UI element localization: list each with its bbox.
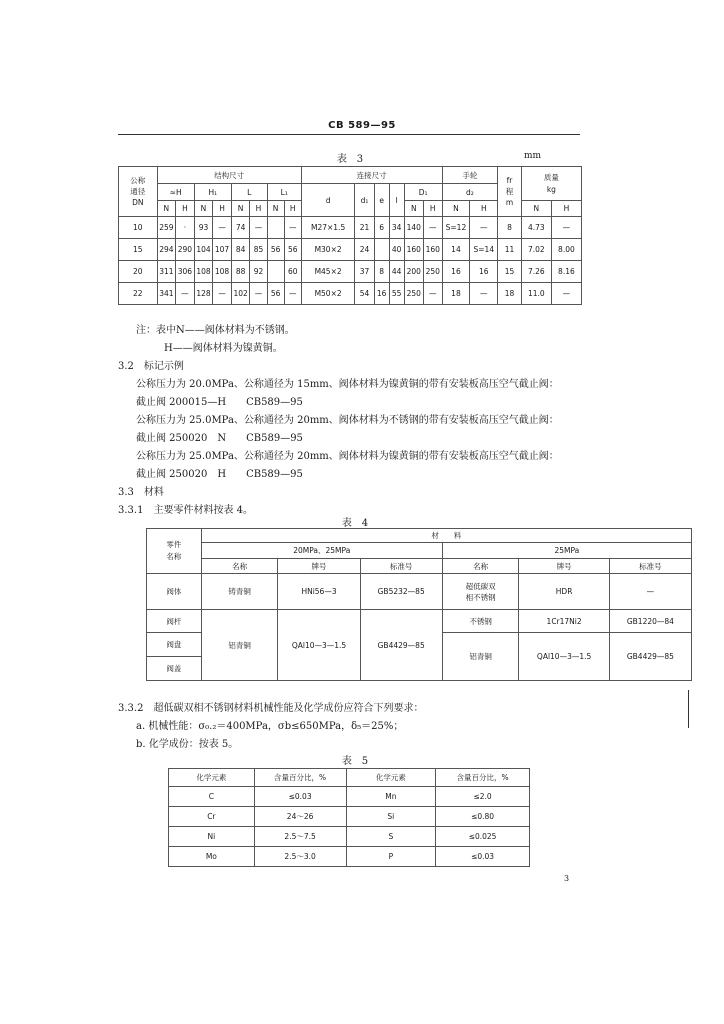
table-cell: ≤0.025 <box>436 827 530 847</box>
col-name: 名称 <box>201 559 278 574</box>
body-grade: HNi56—3 <box>278 574 360 610</box>
example-line: 公称压力为 20.0MPa、公称通径为 15mm、阀体材料为镍黄铜的带有安装板高压空气截止阀： <box>136 379 559 390</box>
note-line-1: 注：表中N——阀体材料为不锈钢。 <box>136 325 295 336</box>
table-row <box>119 239 582 261</box>
table-cell: — <box>213 217 232 239</box>
pressure-1: 20MPa、25MPa <box>201 543 442 559</box>
table-cell: 108 <box>213 261 232 283</box>
fr-label: fr <box>506 176 513 185</box>
table-cell: — <box>213 283 232 305</box>
margin-mark <box>688 690 689 728</box>
example-line: 截止阀 200015—H CB589—95 <box>136 397 303 408</box>
table-cell: 16 <box>442 261 470 283</box>
table-cell: 4.73 <box>521 217 551 239</box>
section-3-2-title: 3.2 标记示例 <box>118 361 184 372</box>
table-cell: 2.5～7.5 <box>254 827 346 847</box>
table-cell: 7.02 <box>521 239 551 261</box>
sub-H: H <box>470 201 498 217</box>
table-cell: 11 <box>498 239 522 261</box>
table-cell: 44 <box>389 261 404 283</box>
table-cell: 8.00 <box>551 239 581 261</box>
example-line: 截止阀 250020 N CB589—95 <box>136 433 303 444</box>
sub-H: H <box>213 201 232 217</box>
table-cell: 34 <box>389 217 404 239</box>
fr-label-2: 程 <box>505 187 514 196</box>
sub-H: H <box>423 201 442 217</box>
t5-col-percent: 含量百分比，% <box>436 769 530 787</box>
part-disc: 阀盘 <box>147 633 202 657</box>
table-row <box>169 807 530 827</box>
table-cell: 18 <box>498 283 522 305</box>
part-cover: 阀盖 <box>147 657 202 681</box>
al-bronze-grade: QAl10—3—1.5 <box>278 610 360 681</box>
body-std: GB5232—85 <box>360 574 442 610</box>
table-cell: 259 <box>157 217 176 239</box>
t5-col-element: 化学元素 <box>169 769 255 787</box>
al-bronze-name-2: 铝青铜 <box>442 633 519 681</box>
stainless-name: 不锈钢 <box>442 610 519 633</box>
pressure-2: 25MPa <box>442 543 691 559</box>
table-cell: 21 <box>355 217 374 239</box>
table-cell: — <box>176 283 195 305</box>
table-row <box>119 217 582 239</box>
table-cell: — <box>470 283 498 305</box>
table-cell: · <box>176 217 195 239</box>
table-cell: — <box>551 283 581 305</box>
duplex-name-1: 超低碳双 <box>465 581 496 591</box>
col-d: d <box>301 184 355 217</box>
col-std: 标准号 <box>360 559 442 574</box>
table-cell: 40 <box>389 239 404 261</box>
col-grade: 牌号 <box>519 559 609 574</box>
table-cell: 6 <box>374 217 389 239</box>
table-cell: 37 <box>355 261 374 283</box>
duplex-grade: HDR <box>519 574 609 610</box>
table-cell: C <box>169 787 255 807</box>
table-cell: 250 <box>404 283 423 305</box>
sub-N: N <box>194 201 213 217</box>
table-cell: Cr <box>169 807 255 827</box>
sub-H: H <box>551 201 581 217</box>
al-bronze-name: 铝青铜 <box>201 610 278 681</box>
al-bronze-std: GB4429—85 <box>360 610 442 681</box>
table3 <box>118 166 582 305</box>
table3-unit: mm <box>524 151 542 161</box>
chemical-props: b. 化学成份：按表 5。 <box>136 739 239 750</box>
table-cell: S=14 <box>470 239 498 261</box>
col-l: l <box>389 184 404 217</box>
table-cell: 140 <box>404 217 423 239</box>
table5-caption: 表 5 <box>341 756 369 767</box>
part-body: 阀体 <box>147 574 202 610</box>
dn-label-2: 通径 <box>130 187 146 196</box>
al-bronze-std-2: GB4429—85 <box>609 633 691 681</box>
col-d1: d₁ <box>355 184 374 217</box>
table-cell: 56 <box>267 239 284 261</box>
table-cell: 92 <box>250 261 267 283</box>
table-cell: — <box>423 283 442 305</box>
table-cell: 16 <box>374 283 389 305</box>
table-row <box>169 787 530 807</box>
table-cell: — <box>470 217 498 239</box>
table-cell: — <box>284 283 301 305</box>
header-rule <box>118 134 580 135</box>
table-row <box>119 261 582 283</box>
table4-caption: 表 4 <box>341 518 369 529</box>
table-cell: 200 <box>404 261 423 283</box>
conn-header: 连接尺寸 <box>301 167 442 184</box>
col-L1: L₁ <box>267 184 301 201</box>
table-cell: 294 <box>157 239 176 261</box>
table-cell: 85 <box>250 239 267 261</box>
example-line: 公称压力为 25.0MPa、公称通径为 20mm、阀体材料为镍黄铜的带有安装板高压空气截止阀： <box>136 451 559 462</box>
table-cell: Ni <box>169 827 255 847</box>
table-cell: 20 <box>119 261 158 283</box>
table-cell <box>267 217 284 239</box>
table-cell: S=12 <box>442 217 470 239</box>
table-cell: S <box>346 827 436 847</box>
table-cell: 54 <box>355 283 374 305</box>
table-cell: 15 <box>119 239 158 261</box>
table-cell: 341 <box>157 283 176 305</box>
col-grade: 牌号 <box>278 559 360 574</box>
sub-N: N <box>442 201 470 217</box>
table-cell: M45×2 <box>301 261 355 283</box>
col-name: 名称 <box>442 559 519 574</box>
table5 <box>168 768 530 867</box>
table-cell: — <box>423 217 442 239</box>
table-cell: 18 <box>442 283 470 305</box>
section-3-3-1: 3.3.1 主要零件材料按表 4。 <box>118 505 253 516</box>
table-cell: ≤2.0 <box>436 787 530 807</box>
stainless-grade: 1Cr17Ni2 <box>519 610 609 633</box>
table-cell: 107 <box>213 239 232 261</box>
table-cell: 16 <box>470 261 498 283</box>
table-cell: 290 <box>176 239 195 261</box>
table-cell: — <box>250 217 267 239</box>
table-cell: 2.5～3.0 <box>254 847 346 867</box>
col-L: L <box>231 184 267 201</box>
table-cell: 311 <box>157 261 176 283</box>
table-cell: 306 <box>176 261 195 283</box>
table-cell: 7.26 <box>521 261 551 283</box>
example-line: 公称压力为 25.0MPa、公称通径为 20mm、阀体材料为不锈钢的带有安装板高压空气截止阀： <box>136 415 559 426</box>
dn-label-1: 公称 <box>130 176 146 185</box>
table-cell <box>267 261 284 283</box>
document-header: CB 589—95 <box>328 120 396 131</box>
fr-label-3: m <box>505 198 514 207</box>
table-cell: 93 <box>194 217 213 239</box>
table-row <box>119 283 582 305</box>
mechanical-props: a. 机械性能：σ₀.₂＝400MPa，σb≤650MPa，δ₅＝25%； <box>136 721 404 732</box>
sub-H: H <box>284 201 301 217</box>
dn-label-3: DN <box>132 198 144 207</box>
table-cell: — <box>284 217 301 239</box>
table-cell: 8.16 <box>551 261 581 283</box>
page-number: 3 <box>564 874 570 883</box>
al-bronze-grade-2: QAl10—3—1.5 <box>519 633 609 681</box>
table-cell: 74 <box>231 217 250 239</box>
table-cell: 8 <box>498 217 522 239</box>
part-label-1: 零件 <box>166 540 182 549</box>
col-d2: d₂ <box>442 184 498 201</box>
weight-unit: kg <box>546 184 556 194</box>
table-cell: 11.0 <box>521 283 551 305</box>
table-cell: 10 <box>119 217 158 239</box>
note-line-2: H——阀体材料为镍黄铜。 <box>164 343 283 354</box>
sub-N: N <box>231 201 250 217</box>
duplex-name-2: 相不锈钢 <box>465 592 496 602</box>
table-cell: ≤0.80 <box>436 807 530 827</box>
t5-col-percent: 含量百分比，% <box>254 769 346 787</box>
sub-H: H <box>176 201 195 217</box>
table-row <box>169 827 530 847</box>
sub-N: N <box>521 201 551 217</box>
duplex-std: — <box>609 574 691 610</box>
table-cell: — <box>551 217 581 239</box>
table-cell <box>374 239 389 261</box>
table-cell: 56 <box>267 283 284 305</box>
part-label-2: 名称 <box>166 552 182 561</box>
table-cell: 160 <box>423 239 442 261</box>
body-material: 铸青铜 <box>201 574 278 610</box>
table-cell: 128 <box>194 283 213 305</box>
table-cell: 250 <box>423 261 442 283</box>
table-cell: P <box>346 847 436 867</box>
table-cell: 60 <box>284 261 301 283</box>
table-cell: ≤0.03 <box>254 787 346 807</box>
table-cell: — <box>250 283 267 305</box>
table-cell: M50×2 <box>301 283 355 305</box>
table-cell: ≤0.03 <box>436 847 530 867</box>
table-cell: 24～26 <box>254 807 346 827</box>
table-cell: M30×2 <box>301 239 355 261</box>
table-cell: 88 <box>231 261 250 283</box>
col-H: ≈H <box>157 184 194 201</box>
sub-N: N <box>267 201 284 217</box>
table-cell: 56 <box>284 239 301 261</box>
table-cell: 102 <box>231 283 250 305</box>
table-cell: 15 <box>498 261 522 283</box>
table-cell: Mo <box>169 847 255 867</box>
table-cell: 160 <box>404 239 423 261</box>
section-3-3-title: 3.3 材料 <box>118 487 164 498</box>
col-H1: H₁ <box>194 184 231 201</box>
material-header: 材 料 <box>201 529 691 543</box>
example-line: 截止阀 250020 H CB589—95 <box>136 469 303 480</box>
col-e: e <box>374 184 389 217</box>
section-3-3-2: 3.3.2 超低碳双相不锈钢材料机械性能及化学成份应符合下列要求： <box>118 703 424 714</box>
table-cell: Si <box>346 807 436 827</box>
col-std: 标准号 <box>609 559 691 574</box>
weight-label: 质量 <box>543 172 559 182</box>
sub-H: H <box>250 201 267 217</box>
table-cell: 8 <box>374 261 389 283</box>
table-cell: M27×1.5 <box>301 217 355 239</box>
struct-header: 结构尺寸 <box>157 167 301 184</box>
table-cell: 24 <box>355 239 374 261</box>
col-D1: D₁ <box>404 184 442 201</box>
table-cell: 84 <box>231 239 250 261</box>
t5-col-element: 化学元素 <box>346 769 436 787</box>
table3-caption: 表 3 <box>336 154 364 165</box>
table4 <box>146 528 692 681</box>
stainless-std: GB1220—84 <box>609 610 691 633</box>
table-cell: 22 <box>119 283 158 305</box>
handwheel-header: 手轮 <box>442 167 498 184</box>
table-cell: 55 <box>389 283 404 305</box>
table-cell: 14 <box>442 239 470 261</box>
sub-N: N <box>404 201 423 217</box>
table-cell: 104 <box>194 239 213 261</box>
sub-N: N <box>157 201 176 217</box>
table-cell: Mn <box>346 787 436 807</box>
table-row <box>169 847 530 867</box>
part-stem: 阀杆 <box>147 610 202 633</box>
table-cell: 108 <box>194 261 213 283</box>
